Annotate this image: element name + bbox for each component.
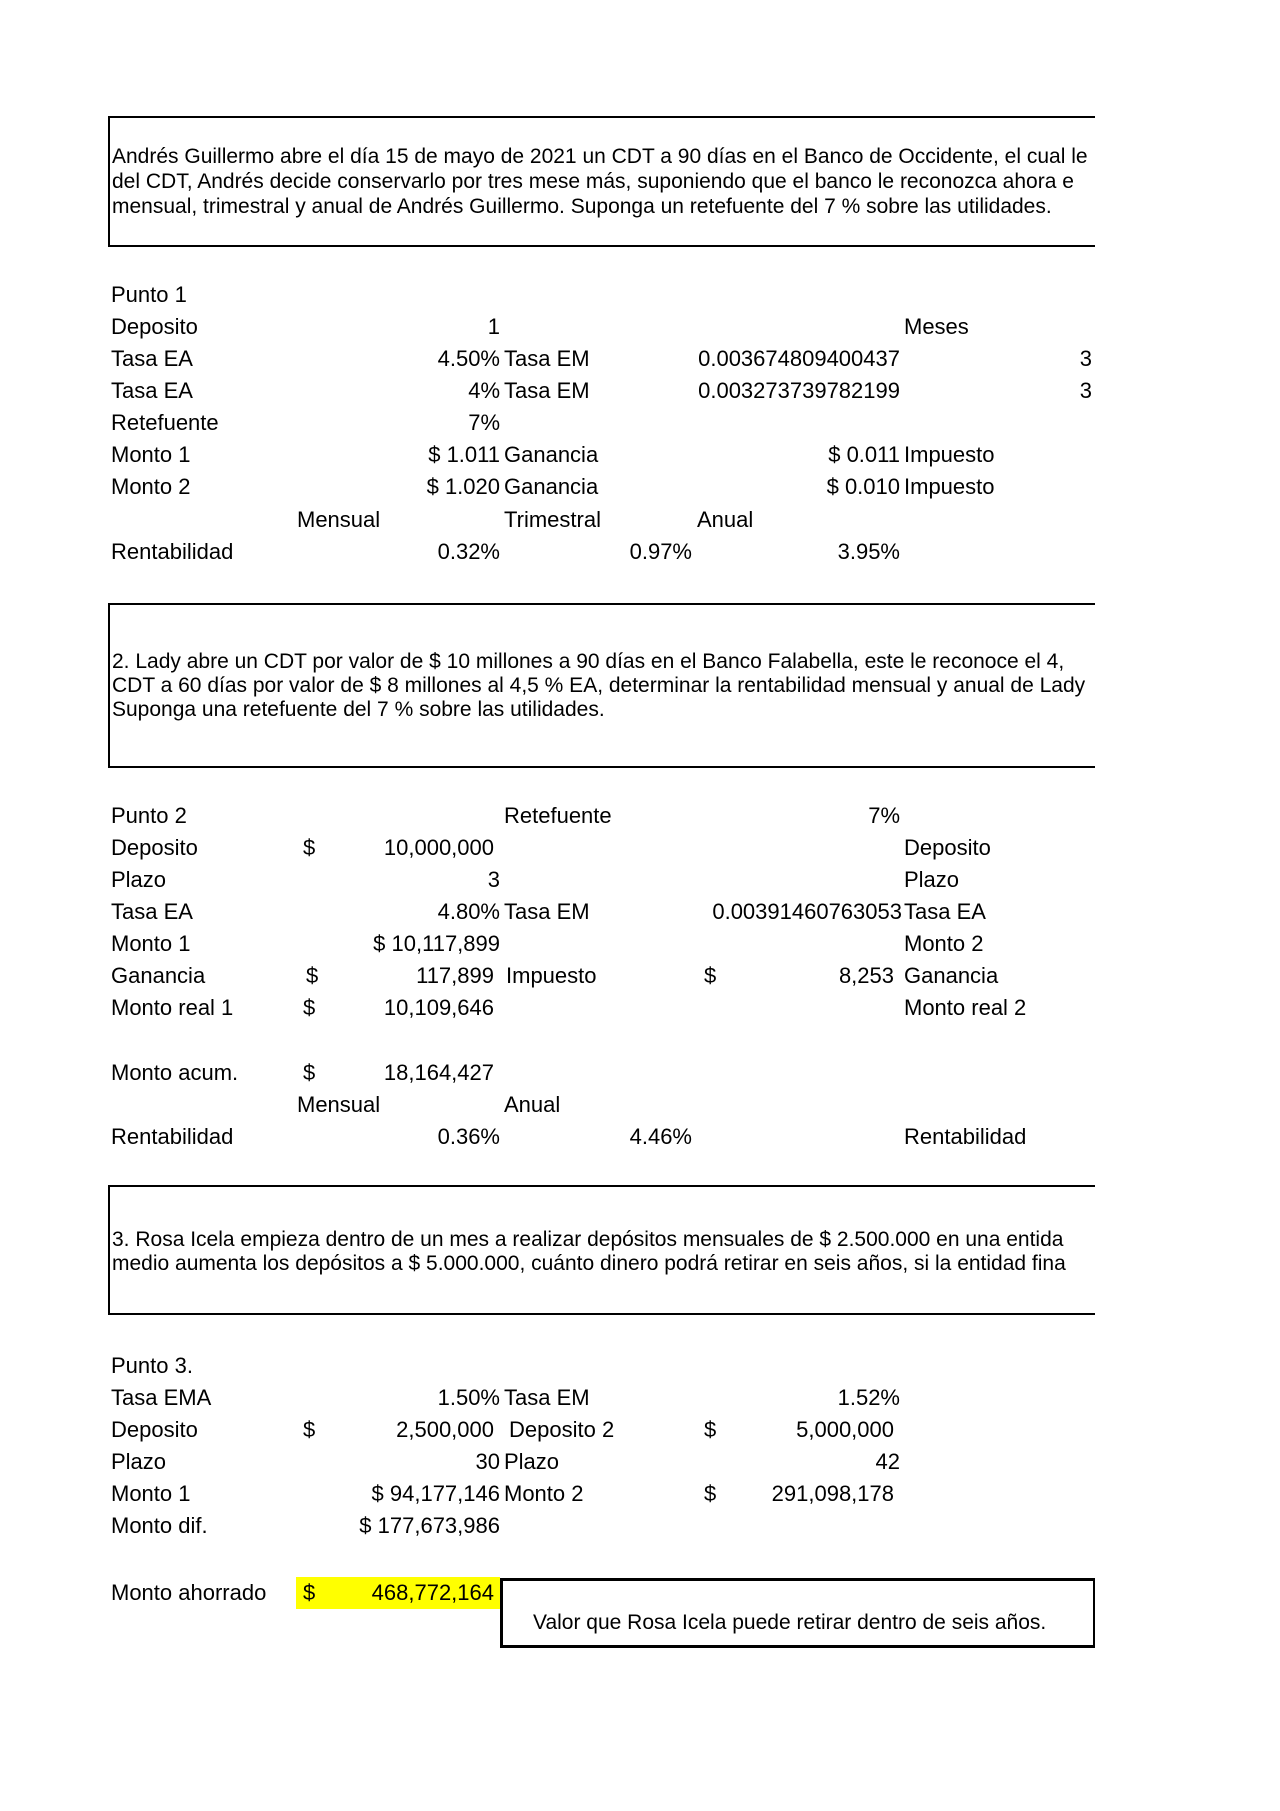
p2-ganancia-dollar: $ <box>306 963 319 988</box>
p2-plazo-label: Plazo <box>111 867 167 892</box>
p2-monto1-value[interactable]: $ 10,117,899 <box>373 931 500 956</box>
p3-tasa-em-label: Tasa EM <box>504 1385 590 1410</box>
p3-note-text: Valor que Rosa Icela puede retirar dentro de seis años. <box>533 1611 1047 1634</box>
p2-mensual-header: Mensual <box>297 1092 381 1117</box>
p1-meses-2[interactable]: 3 <box>1079 378 1092 403</box>
p2-impuesto-label: Impuesto <box>506 963 597 988</box>
p2-ganancia2-label: Ganancia <box>904 963 999 988</box>
p1-rentabilidad-label: Rentabilidad <box>111 539 234 564</box>
p3-tasa-ema-label: Tasa EMA <box>111 1385 212 1410</box>
p2-monto-real2-label: Monto real 2 <box>904 995 1027 1020</box>
p1-ganancia-2[interactable]: $ 0.010 <box>826 474 900 499</box>
p1-rent-anual[interactable]: 3.95% <box>837 539 900 564</box>
p1-monto2-value[interactable]: $ 1.020 <box>426 474 500 499</box>
p1-meses-label: Meses <box>904 314 969 339</box>
p3-note-box <box>500 1578 1095 1648</box>
p2-plazo2-label: Plazo <box>904 867 960 892</box>
problem-3-box <box>108 1185 1095 1315</box>
problem-1-line-3: mensual, trimestral y anual de Andrés Guillermo. Suponga un retefuente del 7 % sobre las utilidades. <box>112 195 1052 218</box>
p1-rent-mensual[interactable]: 0.32% <box>437 539 500 564</box>
p1-tasa-em-label-1: Tasa EM <box>504 346 590 371</box>
p1-trimestral-header: Trimestral <box>504 507 601 532</box>
p3-monto1-label: Monto 1 <box>111 1481 191 1506</box>
p3-monto2-dollar: $ <box>704 1481 717 1506</box>
p1-meses-1[interactable]: 3 <box>1079 346 1092 371</box>
p1-tasa-ea-label: Tasa EA <box>111 346 193 371</box>
p3-monto1-value[interactable]: $ 94,177,146 <box>371 1481 500 1506</box>
problem-1-line-2: del CDT, Andrés decide conservarlo por tres mese más, suponiendo que el banco le reconozca ahora e <box>112 170 1074 193</box>
p2-rentabilidad-label: Rentabilidad <box>111 1124 234 1149</box>
p3-deposito-value[interactable]: 2,500,000 <box>396 1417 494 1442</box>
p2-impuesto-dollar: $ <box>704 963 717 988</box>
p1-monto1-value[interactable]: $ 1.011 <box>428 442 500 467</box>
p2-monto2-label: Monto 2 <box>904 931 984 956</box>
p1-ganancia-label-2: Ganancia <box>504 474 599 499</box>
p3-deposito-label: Deposito <box>111 1417 198 1442</box>
p3-deposito2-label: Deposito 2 <box>509 1417 615 1442</box>
problem-2-box <box>108 603 1095 768</box>
p1-monto1-label: Monto 1 <box>111 442 191 467</box>
p2-rentabilidad2-label: Rentabilidad <box>904 1124 1027 1149</box>
punto1-title: Punto 1 <box>111 282 187 307</box>
p2-ganancia-label: Ganancia <box>111 963 206 988</box>
p1-rent-trimestral[interactable]: 0.97% <box>629 539 692 564</box>
p2-monto-acum-dollar: $ <box>303 1060 316 1085</box>
p2-impuesto-value[interactable]: 8,253 <box>838 963 894 988</box>
p2-monto-acum-value[interactable]: 18,164,427 <box>383 1060 494 1085</box>
p2-monto-real1-label: Monto real 1 <box>111 995 234 1020</box>
p2-retefuente-value[interactable]: 7% <box>868 803 900 828</box>
problem-3-line-1: 3. Rosa Icela empieza dentro de un mes a realizar depósitos mensuales de $ 2.500.000 en una entida <box>112 1228 1064 1251</box>
problem-1-box <box>108 116 1095 247</box>
punto3-title: Punto 3. <box>111 1353 193 1378</box>
p1-deposito-value[interactable]: 1 <box>487 314 500 339</box>
problem-2-line-3: Suponga una retefuente del 7 % sobre las utilidades. <box>112 698 605 721</box>
p2-plazo-value[interactable]: 3 <box>487 867 500 892</box>
p1-monto2-label: Monto 2 <box>111 474 191 499</box>
p3-monto-dif-value[interactable]: $ 177,673,986 <box>359 1513 500 1538</box>
p1-ganancia-1[interactable]: $ 0.011 <box>828 442 900 467</box>
p2-tasa-em-label: Tasa EM <box>504 899 590 924</box>
p3-plazo-value[interactable]: 30 <box>475 1449 500 1474</box>
p1-tasa-em-2[interactable]: 0.003273739782199 <box>698 378 900 403</box>
p3-tasa-em-value[interactable]: 1.52% <box>837 1385 900 1410</box>
p3-monto2-label: Monto 2 <box>504 1481 584 1506</box>
p3-ahorrado-dollar: $ <box>303 1580 316 1605</box>
p2-deposito-dollar: $ <box>303 835 316 860</box>
p1-impuesto-label-1: Impuesto <box>904 442 995 467</box>
p1-impuesto-label-2: Impuesto <box>904 474 995 499</box>
p2-tasa-ea-label: Tasa EA <box>111 899 193 924</box>
p3-plazo-label: Plazo <box>111 1449 167 1474</box>
p1-tasa-ea-label-2: Tasa EA <box>111 378 193 403</box>
p2-tasa-ea-value[interactable]: 4.80% <box>437 899 500 924</box>
p3-deposito-dollar: $ <box>303 1417 316 1442</box>
p1-ganancia-label-1: Ganancia <box>504 442 599 467</box>
p2-monto1-label: Monto 1 <box>111 931 191 956</box>
p2-monto-real1-dollar: $ <box>303 995 316 1020</box>
p1-retefuente-value[interactable]: 7% <box>468 410 500 435</box>
problem-2-line-2: CDT a 60 días por valor de $ 8 millones al 4,5 % EA, determinar la rentabilidad mensual y anual de Lady <box>112 674 1086 697</box>
problem-2-line-1: 2. Lady abre un CDT por valor de $ 10 millones a 90 días en el Banco Falabella, este le reconoce el 4, <box>112 650 1065 673</box>
p3-deposito2-dollar: $ <box>704 1417 717 1442</box>
p1-tasa-ea-1[interactable]: 4.50% <box>437 346 500 371</box>
p3-plazo2-label: Plazo <box>504 1449 560 1474</box>
p1-anual-header: Anual <box>697 507 754 532</box>
p2-tasa-ea2-label: Tasa EA <box>904 899 986 924</box>
punto2-title: Punto 2 <box>111 803 187 828</box>
p2-deposito-value[interactable]: 10,000,000 <box>383 835 494 860</box>
problem-1-line-1: Andrés Guillermo abre el día 15 de mayo de 2021 un CDT a 90 días en el Banco de Occidente, el cual le <box>112 145 1088 168</box>
p1-mensual-header: Mensual <box>297 507 381 532</box>
p3-ahorrado-value[interactable]: 468,772,164 <box>371 1580 494 1605</box>
p2-ganancia-value[interactable]: 117,899 <box>416 963 494 988</box>
p2-deposito-label: Deposito <box>111 835 198 860</box>
p1-retefuente-label: Retefuente <box>111 410 219 435</box>
p3-tasa-ema-value[interactable]: 1.50% <box>437 1385 500 1410</box>
p2-tasa-em-value[interactable]: 0.00391460763053 <box>712 899 902 924</box>
p3-monto-dif-label: Monto dif. <box>111 1513 208 1538</box>
p3-plazo2-value[interactable]: 42 <box>875 1449 900 1474</box>
p2-anual-header: Anual <box>504 1092 561 1117</box>
p2-deposito2-label: Deposito <box>904 835 991 860</box>
p3-ahorrado-label: Monto ahorrado <box>111 1580 267 1605</box>
p2-monto-real1-value[interactable]: 10,109,646 <box>383 995 494 1020</box>
p2-retefuente-label: Retefuente <box>504 803 612 828</box>
p2-monto-acum-label: Monto acum. <box>111 1060 239 1085</box>
problem-3-line-2: medio aumenta los depósitos a $ 5.000.000, cuánto dinero podrá retirar en seis años, si la entidad fina <box>112 1252 1066 1275</box>
p1-tasa-em-1[interactable]: 0.003674809400437 <box>698 346 900 371</box>
p3-monto2-value[interactable]: 291,098,178 <box>771 1481 894 1506</box>
p1-deposito-label: Deposito <box>111 314 198 339</box>
p2-rent-anual[interactable]: 4.46% <box>629 1124 692 1149</box>
p3-deposito2-value[interactable]: 5,000,000 <box>796 1417 894 1442</box>
p1-tasa-em-label-2: Tasa EM <box>504 378 590 403</box>
p2-rent-mensual[interactable]: 0.36% <box>437 1124 500 1149</box>
p1-tasa-ea-2[interactable]: 4% <box>468 378 500 403</box>
